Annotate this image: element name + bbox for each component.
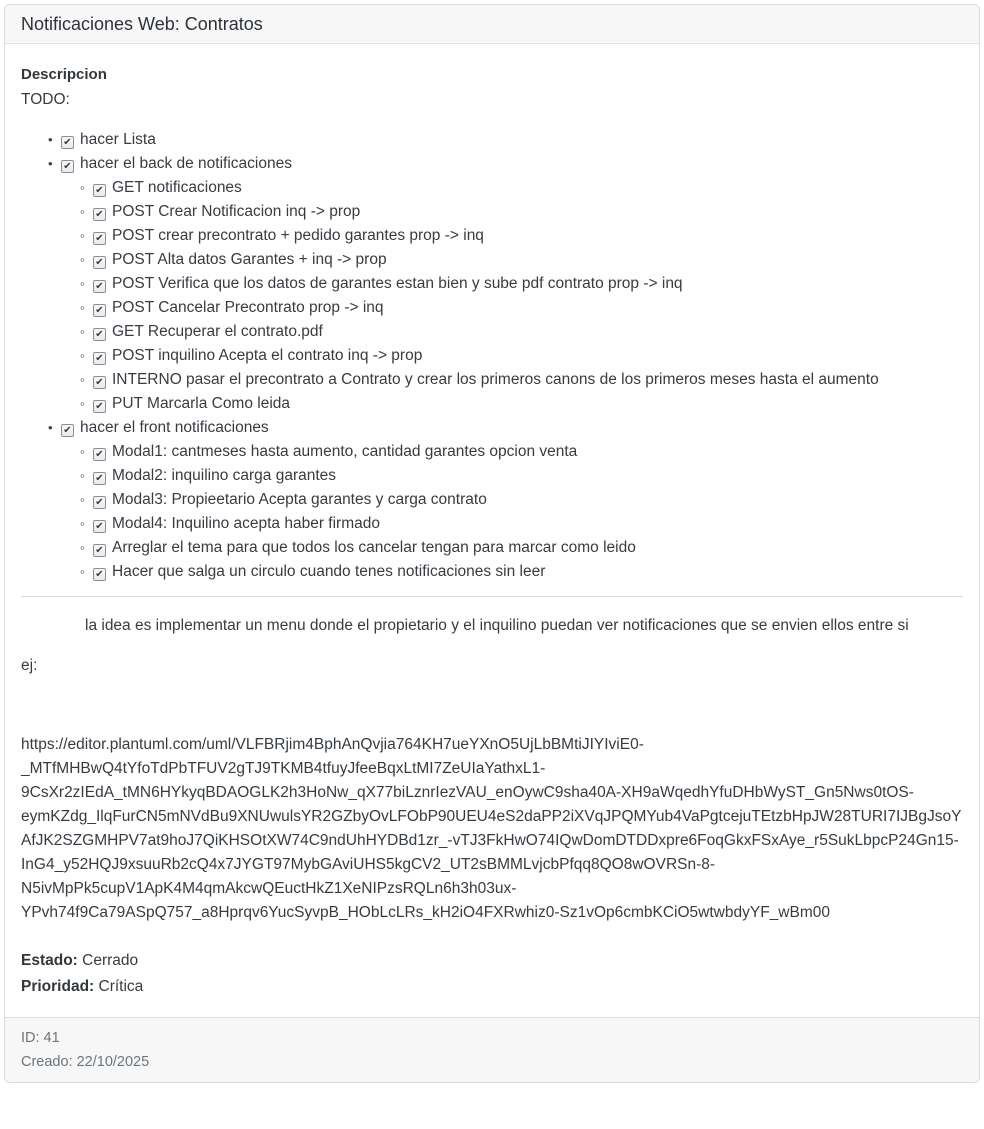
status-line: [21, 949, 963, 973]
todo-subitem: [80, 320, 963, 344]
todo-subitem: [80, 488, 963, 512]
todo-intro: TODO:: [21, 91, 70, 108]
todo-item-label: POST inquilino Acepta el contrato inq -> prop: [112, 347, 423, 364]
bullet-circle-icon: ◦: [80, 372, 85, 387]
note-paragraph: la idea es implementar un menu donde el propietario y el inquilino puedan ver notificaciones que se envien ellos entre si: [85, 617, 909, 634]
checkbox-checked-icon: ✔: [61, 160, 74, 173]
todo-item-label: Modal1: cantmeses hasta aumento, cantidad garantes opcion venta: [112, 443, 578, 460]
plantuml-url: https://editor.plantuml.com/uml/VLFBRjim4BphAnQvjia764KH7ueYXnO5UjLbBMtiJIYIviE0-_MTfMHBwQ4tYfoTdPbTFUV2gTJ9TKMB4tfuyJfeeBqxLtMI7ZeUIaYathxL1-9CsXr2zIEdA_tMN6HYkyqBDAOGLK2h3HoNw_qX77biLznrIezVAU_enOywC9sha40A-XH9aWqedhYfuDHbWyST_Gn5Nws0tOS-eymKZdg_IlqFurCN5mNVdBu9XNUwulsYR2GZbyOvLFObP90UEU4eS2daPP2iXVqJPQMYub4VaPgtcejuTEtzbHpJW28TURI7IJBgJsoYAfJK2SZGMHPV7at9hoJ7QiKHSOtXW74C9ndUhHYDBd1zr_-vTJ3FkHwO74IQwDomDTDDxpre6FoqGkxFSxAye_r5SukLbpcP24Gn15-InG4_y52HQJ9xsuuRb2cQ4x7JYGT97MybGAviUHS5kgCV2_UT2sBMMLvjcbPfqq8QO8wOVRSn-8-N5ivMpPk5cupV1ApK4M4qmAkcwQEuctHkZ1XeNIPzsRQLn6h3h03ux-YPvh74f9Ca79ASpQ757_a8Hprqv6YucSyvpB_HObLcLRs_kH2iO4FXRwhiz0-Sz1vOp6cmbKCiO5wtwbdyYF_wBm00: [21, 736, 962, 921]
todo-item: [48, 416, 963, 584]
bullet-circle-icon: ◦: [80, 516, 85, 531]
checkbox-checked-icon: ✔: [93, 280, 106, 293]
todo-item-label: PUT Marcarla Como leida: [112, 395, 291, 412]
todo-subitem: [80, 344, 963, 368]
todo-item-label: Arreglar el tema para que todos los cancelar tengan para marcar como leido: [112, 539, 636, 556]
todo-subitem: [80, 512, 963, 536]
todo-list: [21, 128, 963, 584]
todo-subitem: [80, 224, 963, 248]
bullet-circle-icon: ◦: [80, 468, 85, 483]
bullet-disc-icon: •: [48, 156, 53, 171]
todo-item-label: GET notificaciones: [112, 179, 242, 196]
bullet-circle-icon: ◦: [80, 300, 85, 315]
bullet-disc-icon: •: [48, 132, 53, 147]
divider: [21, 596, 963, 597]
todo-subitem: [80, 392, 963, 416]
todo-subitem: [80, 536, 963, 560]
example-label: ej:: [21, 657, 38, 674]
bullet-circle-icon: ◦: [80, 324, 85, 339]
bullet-circle-icon: ◦: [80, 228, 85, 243]
bullet-circle-icon: ◦: [80, 444, 85, 459]
todo-subitem: [80, 200, 963, 224]
checkbox-checked-icon: ✔: [93, 568, 106, 581]
checkbox-checked-icon: ✔: [93, 352, 106, 365]
bullet-circle-icon: ◦: [80, 540, 85, 555]
priority-value: Crítica: [98, 978, 144, 995]
issue-card: [4, 4, 980, 1083]
todo-item-label: POST Crear Notificacion inq -> prop: [112, 203, 361, 220]
bullet-disc-icon: •: [48, 420, 53, 435]
todo-item-label: GET Recuperar el contrato.pdf: [112, 323, 323, 340]
checkbox-checked-icon: ✔: [61, 424, 74, 437]
todo-item-label: hacer Lista: [80, 131, 156, 148]
checkbox-checked-icon: ✔: [93, 472, 106, 485]
todo-item-label: Modal2: inquilino carga garantes: [112, 467, 337, 484]
todo-item-label: POST Alta datos Garantes + inq -> prop: [112, 251, 387, 268]
status-value: Cerrado: [82, 952, 139, 969]
todo-sublist: [48, 176, 963, 416]
checkbox-checked-icon: ✔: [93, 184, 106, 197]
todo-subitem: [80, 272, 963, 296]
checkbox-checked-icon: ✔: [93, 328, 106, 341]
todo-item-label: POST Verifica que los datos de garantes estan bien y sube pdf contrato prop -> inq: [112, 275, 683, 292]
checkbox-checked-icon: ✔: [93, 496, 106, 509]
bullet-circle-icon: ◦: [80, 492, 85, 507]
checkbox-checked-icon: ✔: [93, 256, 106, 269]
status-label: Estado:: [21, 952, 78, 969]
bullet-circle-icon: ◦: [80, 180, 85, 195]
card-body: [5, 44, 979, 1017]
todo-item-label: Hacer que salga un circulo cuando tenes notificaciones sin leer: [112, 563, 546, 580]
bullet-circle-icon: ◦: [80, 564, 85, 579]
todo-item-label: hacer el back de notificaciones: [80, 155, 292, 172]
issue-id: ID: 41: [21, 1030, 60, 1046]
todo-item-label: Modal3: Propieetario Acepta garantes y carga contrato: [112, 491, 487, 508]
todo-subitem: [80, 176, 963, 200]
bullet-circle-icon: ◦: [80, 204, 85, 219]
bullet-circle-icon: ◦: [80, 252, 85, 267]
todo-subitem: [80, 560, 963, 584]
bullet-circle-icon: ◦: [80, 276, 85, 291]
checkbox-checked-icon: ✔: [93, 304, 106, 317]
todo-subitem: [80, 296, 963, 320]
checkbox-checked-icon: ✔: [93, 448, 106, 461]
card-header: [5, 5, 979, 44]
todo-sublist: [48, 440, 963, 584]
priority-label: Prioridad:: [21, 978, 95, 995]
description-label: Descripcion: [21, 66, 107, 83]
checkbox-checked-icon: ✔: [93, 208, 106, 221]
todo-item: [48, 128, 963, 152]
checkbox-checked-icon: ✔: [93, 232, 106, 245]
checkbox-checked-icon: ✔: [93, 376, 106, 389]
page-title: Notificaciones Web: Contratos: [21, 14, 263, 34]
todo-subitem: [80, 464, 963, 488]
card-footer: [5, 1017, 979, 1082]
todo-item: [48, 152, 963, 416]
checkbox-checked-icon: ✔: [93, 520, 106, 533]
todo-item-label: POST crear precontrato + pedido garantes prop -> inq: [112, 227, 484, 244]
todo-item-label: POST Cancelar Precontrato prop -> inq: [112, 299, 384, 316]
created-date: Creado: 22/10/2025: [21, 1054, 150, 1070]
checkbox-checked-icon: ✔: [61, 136, 74, 149]
checkbox-checked-icon: ✔: [93, 400, 106, 413]
bullet-circle-icon: ◦: [80, 348, 85, 363]
todo-subitem: [80, 368, 963, 392]
todo-item-label: hacer el front notificaciones: [80, 419, 269, 436]
checkbox-checked-icon: ✔: [93, 544, 106, 557]
todo-item-label: Modal4: Inquilino acepta haber firmado: [112, 515, 380, 532]
todo-subitem: [80, 440, 963, 464]
bullet-circle-icon: ◦: [80, 396, 85, 411]
todo-item-label: INTERNO pasar el precontrato a Contrato y crear los primeros canons de los primeros meses hasta el aumento: [112, 371, 879, 388]
todo-subitem: [80, 248, 963, 272]
priority-line: [21, 975, 963, 999]
